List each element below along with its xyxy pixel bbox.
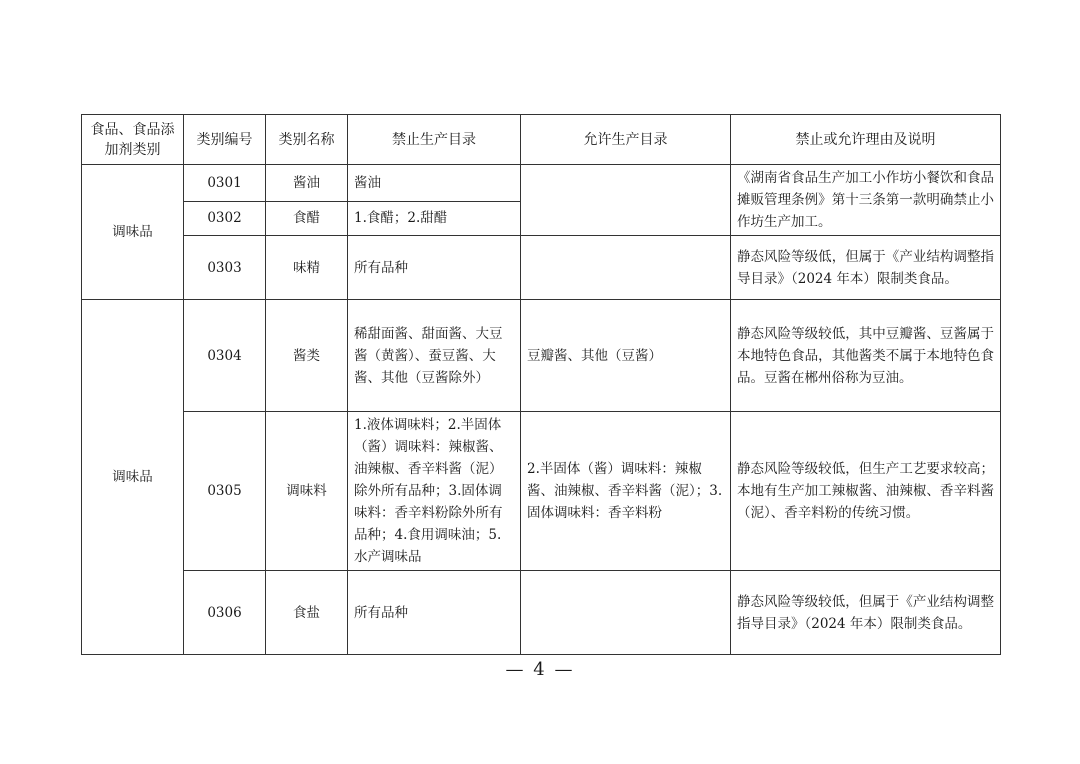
- row-reason: 静态风险等级较低，其中豆瓣酱、豆酱属于本地特色食品，其他酱类不属于本地特色食品。豆酱在郴州俗称为豆油。: [731, 300, 1001, 412]
- row-prohibited: 1.食醋；2.甜醋: [348, 201, 521, 236]
- header-reason: 禁止或允许理由及说明: [731, 115, 1001, 165]
- row-allowed: 2.半固体（酱）调味料：辣椒酱、油辣椒、香辛料酱（泥）；3.固体调味料：香辛料粉: [521, 412, 731, 571]
- row-allowed: [521, 165, 731, 236]
- group-label: 调味品: [82, 165, 184, 300]
- row-reason: 静态风险等级较低，但属于《产业结构调整指导目录》（2024 年本）限制类食品。: [731, 571, 1001, 655]
- header-name: 类别名称: [266, 115, 348, 165]
- row-name: 食醋: [266, 201, 348, 236]
- table-row: [82, 236, 1001, 300]
- row-code: 0302: [184, 201, 266, 236]
- row-allowed: 豆瓣酱、其他（豆酱）: [521, 300, 731, 412]
- row-code: 0306: [184, 571, 266, 655]
- row-allowed: [521, 571, 731, 655]
- row-code: 0304: [184, 300, 266, 412]
- row-reason: 《湖南省食品生产加工小作坊小餐饮和食品摊贩管理条例》第十三条第一款明确禁止小作坊生产加工。: [731, 165, 1001, 236]
- catalog-table: [81, 114, 1001, 655]
- row-name: 调味料: [266, 412, 348, 571]
- row-allowed: [521, 236, 731, 300]
- row-prohibited: 1.液体调味料；2.半固体（酱）调味料：辣椒酱、油辣椒、香辛料酱（泥）除外所有品种；3.固体调味料：香辛料粉除外所有品种；4.食用调味油；5.水产调味品: [348, 412, 521, 571]
- row-code: 0303: [184, 236, 266, 300]
- table-row: [82, 412, 1001, 571]
- table-row: [82, 571, 1001, 655]
- row-name: 酱类: [266, 300, 348, 412]
- row-prohibited: 酱油: [348, 165, 521, 202]
- header-code: 类别编号: [184, 115, 266, 165]
- group-label: 调味品: [82, 300, 184, 655]
- page-number: — 4 —: [505, 659, 575, 680]
- row-prohibited: 所有品种: [348, 236, 521, 300]
- row-prohibited: 所有品种: [348, 571, 521, 655]
- header-allowed: 允许生产目录: [521, 115, 731, 165]
- header-prohibited: 禁止生产目录: [348, 115, 521, 165]
- row-prohibited: 稀甜面酱、甜面酱、大豆酱（黄酱）、蚕豆酱、大酱、其他（豆酱除外）: [348, 300, 521, 412]
- row-name: 酱油: [266, 165, 348, 202]
- table-row: [82, 300, 1001, 412]
- table-row: [82, 165, 1001, 202]
- row-code: 0301: [184, 165, 266, 202]
- row-name: 食盐: [266, 571, 348, 655]
- row-code: 0305: [184, 412, 266, 571]
- row-reason: 静态风险等级低，但属于《产业结构调整指导目录》（2024 年本）限制类食品。: [731, 236, 1001, 300]
- header-category: 食品、食品添加剂类别: [82, 115, 184, 165]
- table-header-row: [82, 115, 1001, 165]
- row-name: 味精: [266, 236, 348, 300]
- row-reason: 静态风险等级较低，但生产工艺要求较高；本地有生产加工辣椒酱、油辣椒、香辛料酱（泥）、香辛料粉的传统习惯。: [731, 412, 1001, 571]
